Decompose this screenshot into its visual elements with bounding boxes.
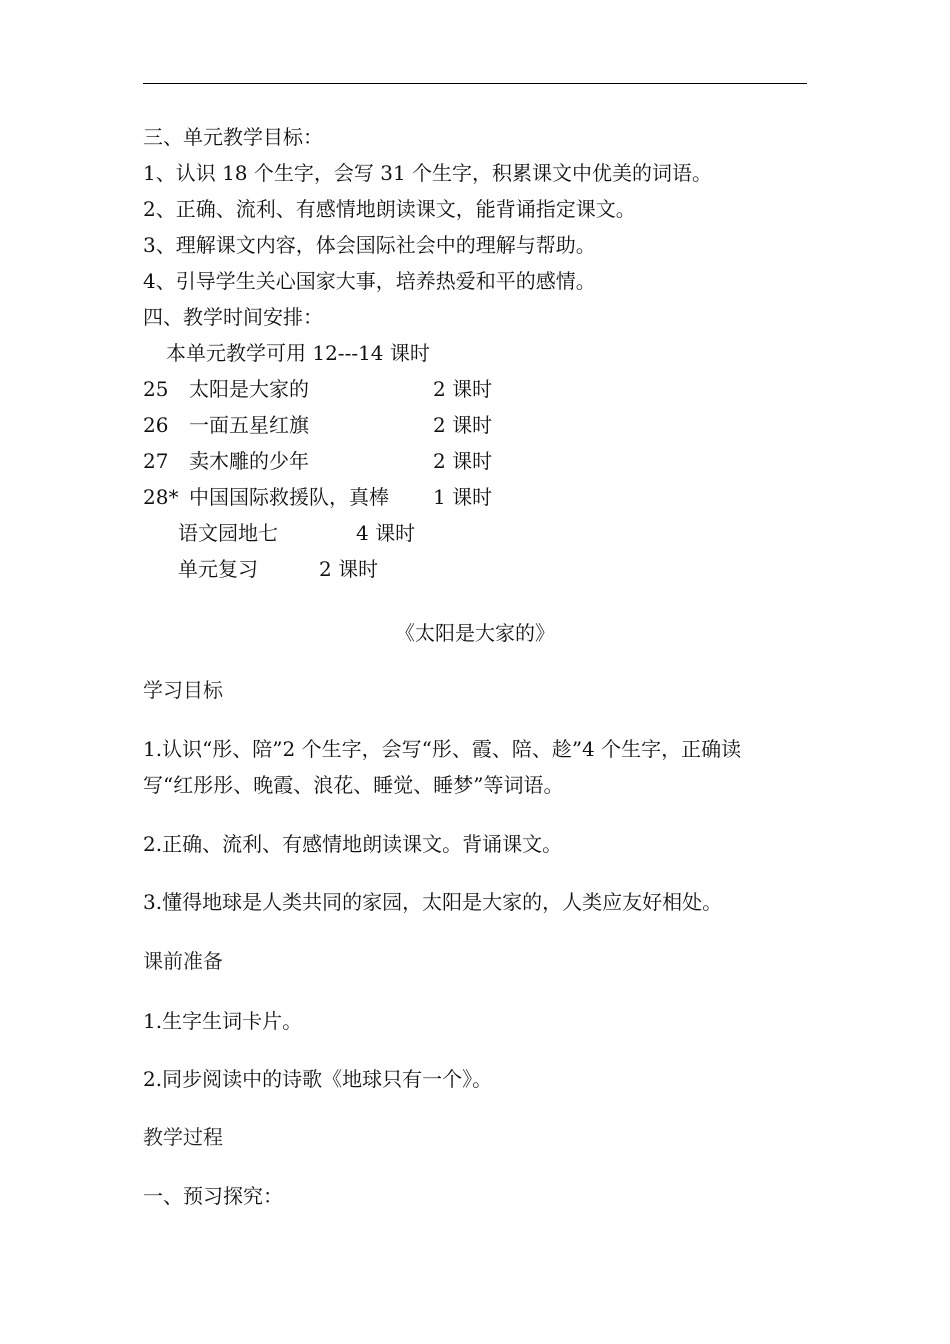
header-rule <box>143 83 807 84</box>
process-heading: 教学过程 <box>143 1125 223 1149</box>
schedule-title: 语文园地七 <box>178 521 278 545</box>
schedule-row <box>143 484 743 510</box>
schedule-title: 单元复习 <box>178 557 258 581</box>
schedule-row <box>143 376 743 402</box>
schedule-hours: 2 课时 <box>433 377 493 401</box>
goal-2: 2.正确、流利、有感情地朗读课文。背诵课文。 <box>143 832 563 856</box>
schedule-number: 26 <box>143 413 169 437</box>
schedule-row <box>143 520 743 546</box>
schedule-row <box>143 448 743 474</box>
schedule-title: 中国国际救援队，真棒 <box>189 485 389 509</box>
schedule-intro: 本单元教学可用 12---14 课时 <box>166 341 430 365</box>
lesson-title: 《太阳是大家的》 <box>395 621 555 645</box>
schedule-title: 卖木雕的少年 <box>189 449 309 473</box>
goal-1-line-1: 1.认识“彤、陪”2 个生字，会写“彤、霞、陪、趁”4 个生字，正确读 <box>143 737 742 761</box>
prep-item-1: 1.生字生词卡片。 <box>143 1009 303 1033</box>
schedule-hours: 1 课时 <box>433 485 493 509</box>
schedule-hours: 2 课时 <box>433 449 493 473</box>
schedule-title: 一面五星红旗 <box>189 413 309 437</box>
schedule-number: 27 <box>143 449 169 473</box>
schedule-number: 25 <box>143 377 169 401</box>
schedule-hours: 2 课时 <box>433 413 493 437</box>
schedule-row <box>143 412 743 438</box>
process-step-1: 一、预习探究： <box>143 1184 283 1208</box>
section3-heading: 三、单元教学目标： <box>143 125 323 149</box>
schedule-title: 太阳是大家的 <box>189 377 309 401</box>
prep-item-2: 2.同步阅读中的诗歌《地球只有一个》。 <box>143 1067 493 1091</box>
section3-item-2: 2、正确、流利、有感情地朗读课文，能背诵指定课文。 <box>143 197 636 221</box>
section3-item-3: 3、理解课文内容，体会国际社会中的理解与帮助。 <box>143 233 596 257</box>
goals-heading: 学习目标 <box>143 678 223 702</box>
section3-item-4: 4、引导学生关心国家大事，培养热爱和平的感情。 <box>143 269 596 293</box>
schedule-hours: 4 课时 <box>356 521 416 545</box>
goal-1-line-2: 写“红彤彤、晚霞、浪花、睡觉、睡梦”等词语。 <box>143 773 564 797</box>
section3-item-1: 1、认识 18 个生字，会写 31 个生字，积累课文中优美的词语。 <box>143 161 713 185</box>
schedule-row <box>143 556 743 582</box>
section4-heading: 四、教学时间安排： <box>143 305 323 329</box>
prep-heading: 课前准备 <box>143 949 223 973</box>
schedule-number: 28* <box>143 485 179 509</box>
schedule-hours: 2 课时 <box>319 557 379 581</box>
goal-3: 3.懂得地球是人类共同的家园，太阳是大家的，人类应友好相处。 <box>143 890 723 914</box>
